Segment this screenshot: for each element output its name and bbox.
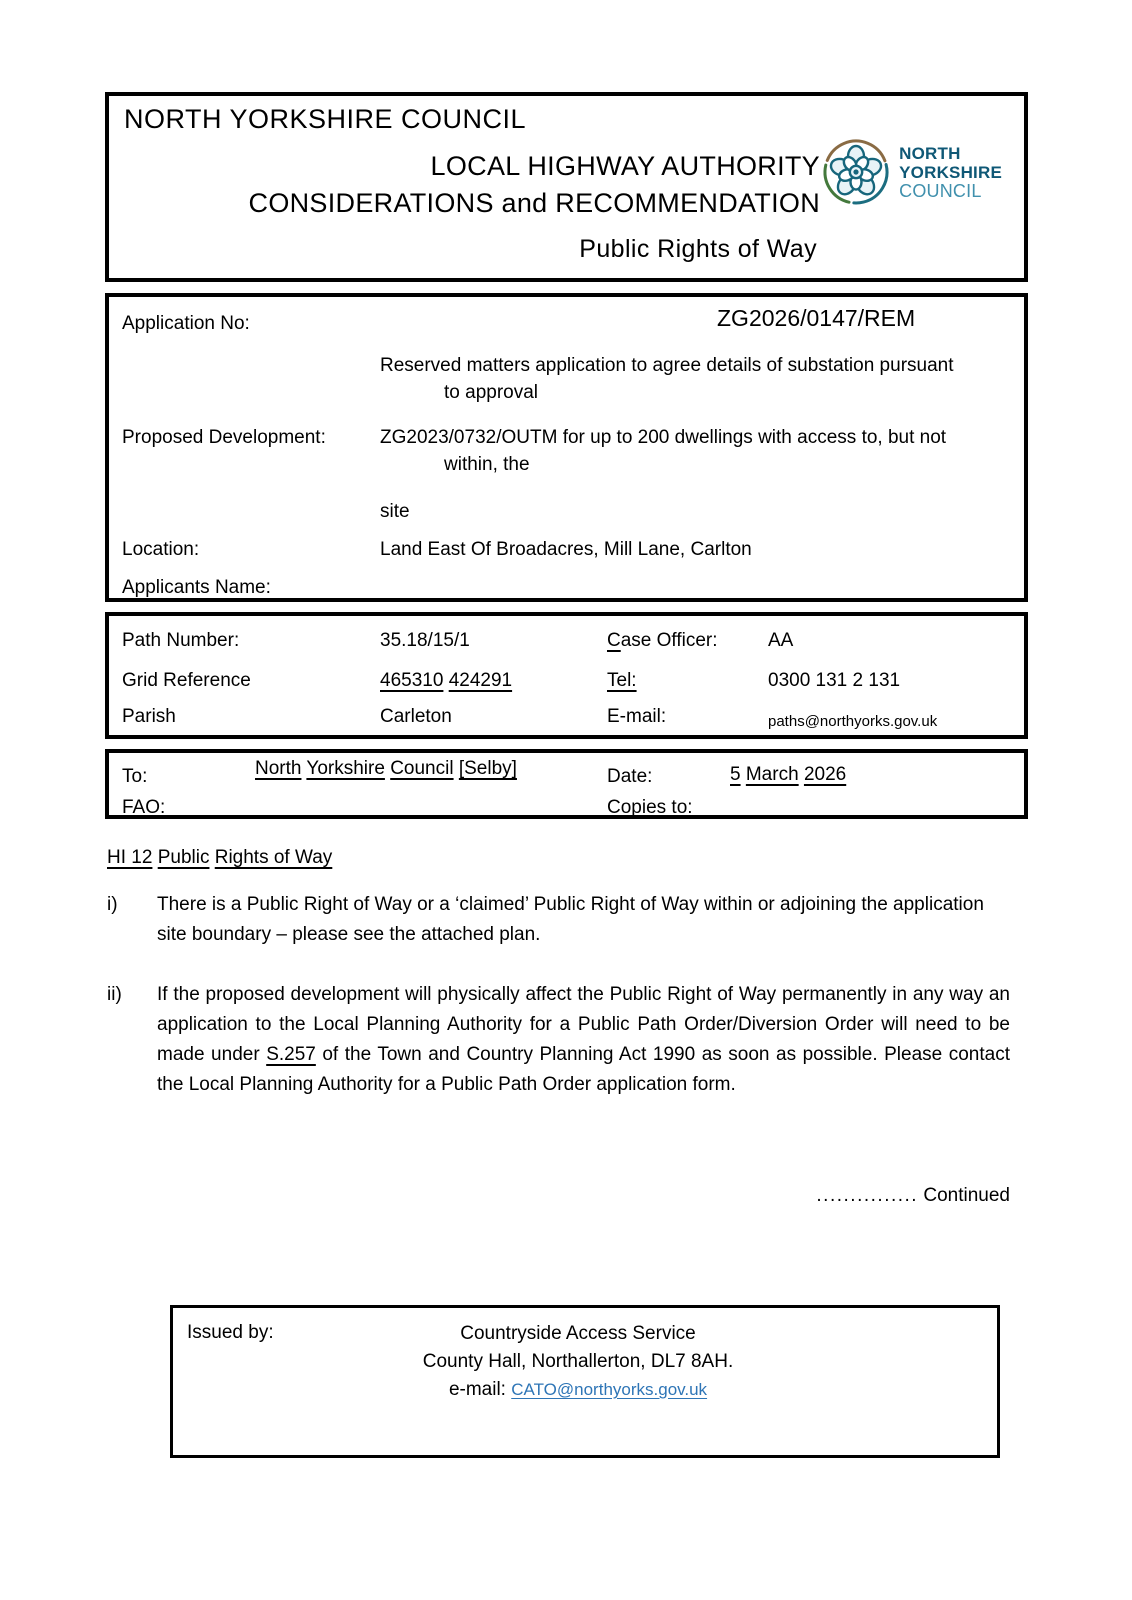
issued-by-details [173,1308,997,1404]
application-description-line1: Reserved matters application to agree details of substation pursuant [380,355,954,376]
cato-email-link[interactable]: CATO@northyorks.gov.uk [511,1380,708,1399]
section-heading-part1: HI 12 [107,847,153,868]
council-name: NORTH YORKSHIRE COUNCIL [124,104,527,134]
issued-by-email-line [189,1376,967,1404]
list-text-ii [157,980,1010,1100]
routing-box [105,749,1028,819]
path-number-label: Path Number: [122,630,240,651]
list-marker-i: i) [107,894,118,915]
logo-text-yorkshire: YORKSHIRE [899,162,1002,182]
section-heading-part2: Public [157,847,210,868]
to-value: North Yorkshire Council [Selby] [255,758,517,779]
path-number-value: 35.18/15/1 [380,630,470,651]
continued-dots: ............... [816,1185,919,1206]
case-officer-label: Case Officer: [607,630,718,651]
date-label: Date: [607,766,653,787]
grid-reference-label: Grid Reference [122,670,251,691]
issued-by-email-label: e-mail: [448,1379,506,1400]
section-heading [107,845,332,871]
council-logo [819,132,1002,212]
email-label: E-mail: [607,706,667,727]
fao-label: FAO: [122,797,166,818]
list-item-ii [107,980,1010,1100]
list-text-i: There is a Public Right of Way or a ‘claimed’ Public Right of Way within or adjoining the application site boundary – please see the attached plan. [157,894,984,945]
logo-text [899,144,1002,201]
date-value: 5 March 2026 [730,764,847,785]
yorkshire-rose-icon [819,132,893,212]
list-marker-ii: ii) [107,984,122,1005]
location-value: Land East Of Broadacres, Mill Lane, Carlton [380,539,752,560]
authority-title [249,148,820,222]
proposed-development-site-word: site [380,501,410,522]
application-no-value: ZG2026/0147/REM [717,305,916,331]
logo-text-council: COUNCIL [899,180,982,201]
parish-value: Carleton [380,706,452,727]
issued-by-box [170,1305,1000,1458]
grid-reference-value: 465310 424291 [380,670,513,691]
continued-line [107,1183,1010,1209]
issued-by-address: County Hall, Northallerton, DL7 8AH. [422,1351,734,1372]
list-text-ii-pre: If the proposed development will physically affect the Public Right of Way permanently in any way an application to the Local Planning Authority for a Public Path Order/Diversion Order will need to be made under [157,984,1010,1065]
issued-by-label: Issued by: [187,1322,274,1343]
authority-title-line2: CONSIDERATIONS and RECOMMENDATION [248,188,820,218]
proposed-development-line2: within, the [444,454,530,475]
tel-value: 0300 131 2 131 [768,670,901,691]
list-text-ii-section-ref: S.257 [266,1044,316,1065]
location-label: Location: [122,539,200,560]
copies-to-label: Copies to: [607,797,693,818]
issued-by-service: Countryside Access Service [460,1323,696,1344]
application-no-label: Application No: [122,313,250,334]
logo-text-north: NORTH [899,143,961,163]
parish-label: Parish [122,706,176,727]
document-subtitle: Public Rights of Way [579,235,817,263]
section-heading-part3: Rights of Way [214,847,333,868]
to-label: To: [122,766,148,787]
email-value: paths@northyorks.gov.uk [768,713,938,730]
authority-title-line1: LOCAL HIGHWAY AUTHORITY [430,151,820,181]
application-box [105,293,1028,602]
list-item-i [107,890,1010,950]
proposed-development-line1: ZG2023/0732/OUTM for up to 200 dwellings with access to, but not [380,427,947,448]
list-text-ii-post: of the Town and Country Planning Act 1990 as soon as possible. Please contact the Local Planning Authority for a Public Path Order application form. [157,1044,1011,1095]
case-officer-value: AA [768,630,794,651]
application-description-line2: to approval [444,382,539,403]
tel-label: Tel: [607,670,637,691]
proposed-development-label: Proposed Development: [122,427,326,448]
applicants-name-label: Applicants Name: [122,577,271,598]
continued-label: Continued [923,1185,1010,1206]
header-box [105,92,1028,282]
path-details-box [105,612,1028,739]
